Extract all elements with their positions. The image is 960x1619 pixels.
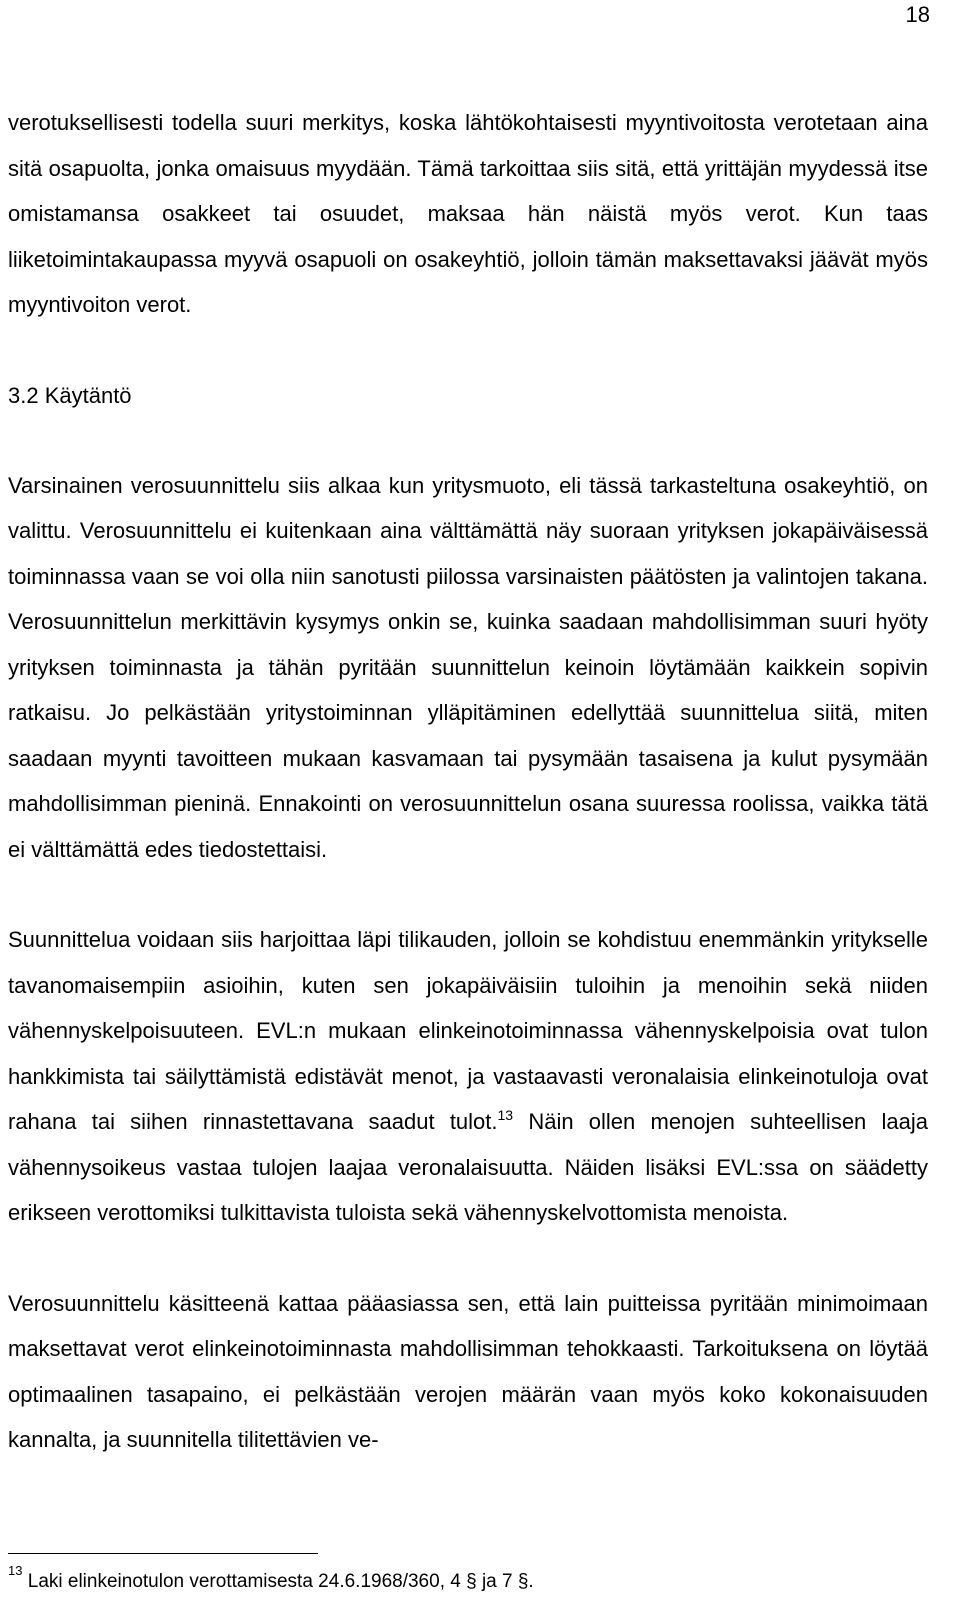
paragraph-4: Verosuunnittelu käsitteenä kattaa pääasiassa sen, että lain puitteissa pyritään minimoimaan maksettavat verot elinkeinotoiminnasta mahdollisimman tehokkaasti. Tarkoituksena on löytää optimaalinen tasapaino, ei pelkästään verojen määrän vaan myös koko kokonaisuuden kannalta, ja suunnitella tilitettävien ve- bbox=[8, 1290, 928, 1452]
paragraph-2: Varsinainen verosuunnittelu siis alkaa kun yritysmuoto, eli tässä tarkasteltuna osakeyhtiö, on valittu. Verosuunnittelu ei kuitenkaan aina välttämättä näy suoraan yrityksen jokapäiväisessä toiminnassa vaan se voi olla niin sanotusti piilossa varsinaisten päätösten ja valintojen takana. Verosuunnittelun merkittävin kysymys onkin se, kuinka saadaan mahdollisimman suuri hyöty yrityksen toiminnasta ja tähän pyritään suunnittelun keinoin löytämään kaikkein sopivin ratkaisu. Jo pelkästään yritystoiminnan ylläpitäminen edellyttää suunnittelua siitä, miten saadaan myynti tavoitteen mukaan kasvamaan tai pysymään tasaisena ja kulut pysymään mahdollisimman pieninä. Ennakointi on verosuunnittelun osana suuressa roolissa, vaikka tätä ei välttämättä edes tiedostettaisi. bbox=[8, 472, 928, 862]
footnote-reference[interactable]: 13 bbox=[497, 1107, 514, 1123]
paragraph-3-text-after-ref: Näin ollen menojen suhteellisen laaja vähennysoikeus vastaa tulojen laajaa veronalaisuutta. Näiden lisäksi EVL:ssa on säädetty erikseen verottomiksi tulkittavista tuloista sekä vähennyskelvottomista menoista. bbox=[8, 1109, 928, 1225]
footnote bbox=[8, 1565, 534, 1599]
paragraph-1: verotuksellisesti todella suuri merkitys, koska lähtökohtaisesti myyntivoitosta verotetaan aina sitä osapuolta, jonka omaisuus myydään. Tämä tarkoittaa siis sitä, että yrittäjän myydessä itse omistamansa osakkeet tai osuudet, maksaa hän näistä myös verot. Kun taas liiketoimintakaupassa myyvä osapuoli on osakeyhtiö, jolloin tämän maksettavaksi jäävät myös myyntivoiton verot. bbox=[8, 110, 928, 317]
footnote-text: Laki elinkeinotulon verottamisesta 24.6.1968/360, 4 § ja 7 §. bbox=[22, 1571, 534, 1592]
section-heading: 3.2 Käytäntö bbox=[8, 382, 132, 408]
spacer bbox=[8, 872, 928, 917]
spacer bbox=[8, 418, 928, 463]
spacer bbox=[8, 1236, 928, 1281]
paragraph-3 bbox=[8, 917, 928, 1236]
page-number: 18 bbox=[905, 2, 930, 27]
footnote-number: 13 bbox=[8, 1563, 23, 1578]
document-body bbox=[8, 100, 928, 1463]
footnote-separator bbox=[8, 1553, 318, 1554]
spacer bbox=[8, 328, 928, 373]
paragraph-3-text-before-ref: Suunnittelua voidaan siis harjoittaa läpi tilikauden, jolloin se kohdistuu enemmänkin yritykselle tavanomaisempiin asioihin, kuten sen jokapäiväisiin tuloihin ja menoihin sekä niiden vähennyskelpoisuuteen. EVL:n mukaan elinkeinotoiminnassa vähennyskelpoisia ovat tulon hankkimista tai säilyttämistä edistävät menot, ja vastaavasti veronalaisia elinkeinotuloja ovat rahana tai siihen rinnastettavana saadut tulot. bbox=[8, 927, 928, 1134]
